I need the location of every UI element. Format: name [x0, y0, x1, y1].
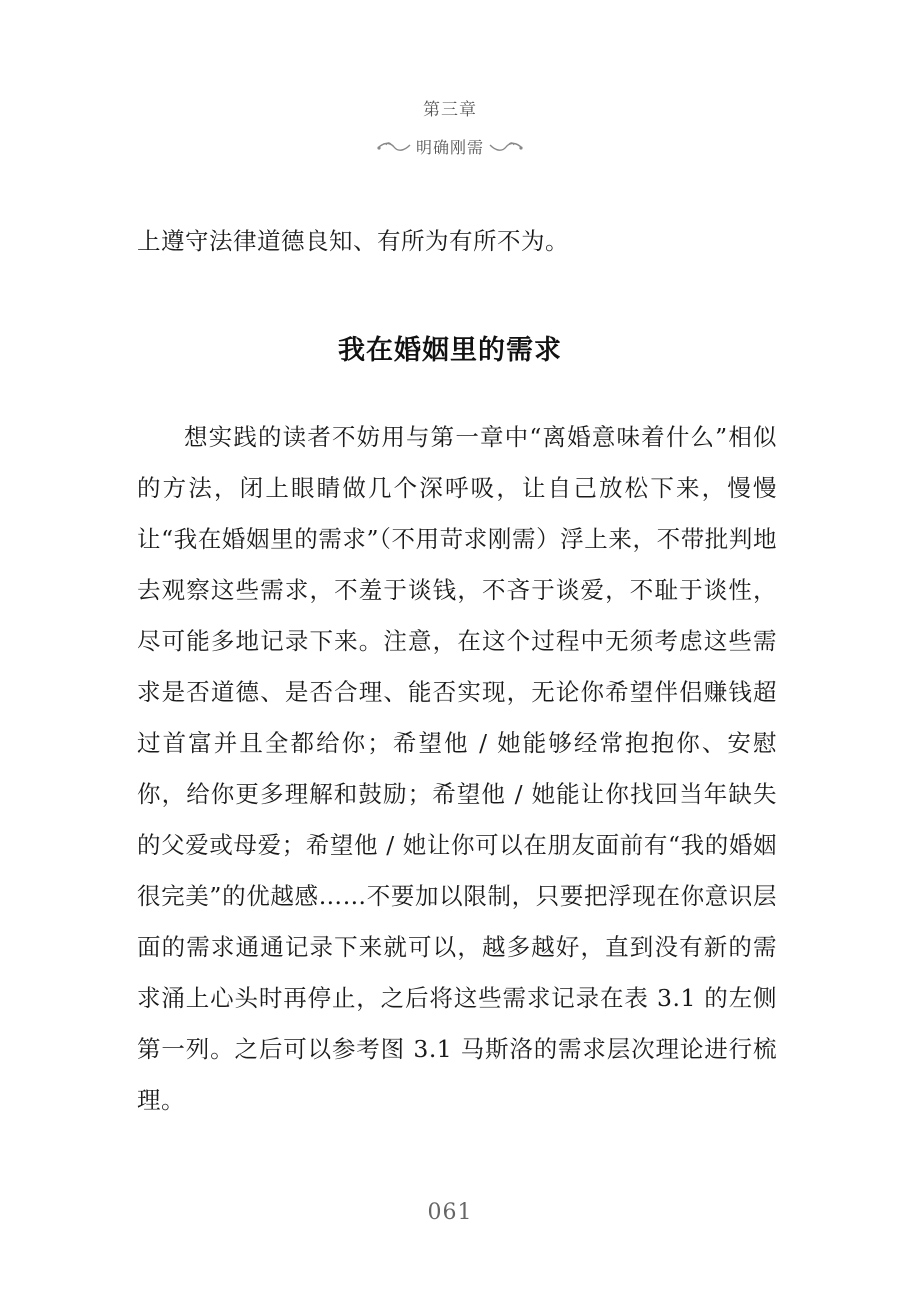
left-flourish-icon	[376, 139, 412, 153]
body-paragraph: 想实践的读者不妨用与第一章中“离婚意味着什么”相似的方法，闭上眼睛做几个深呼吸，让自己放松下来，慢慢让“我在婚姻里的需求”（不用苛求刚需）浮上来，不带批判地去观察这些需求，不羞于谈钱，不吝于谈爱，不耻于谈性，尽可能多地记录下来。注意，在这个过程中无须考虑这些需求是否道德、是否合理、能否实现，无论你希望伴侣赚钱超过首富并且全都给你；希望他 / 她能够经常抱抱你、安慰你，给你更多理解和鼓励；希望他 / 她能让你找回当年缺失的父爱或母爱；希望他 / 她让你可以在朋友面前有“我的婚姻很完美”的优越感……不要加以限制，只要把浮现在你意识层面的需求通通记录下来就可以，越多越好，直到没有新的需求涌上心头时再停止，之后将这些需求记录在表 3.1 的左侧第一列。之后可以参考图 3.1 马斯洛的需求层次理论进行梳理。	[137, 423, 777, 1114]
section-heading: 我在婚姻里的需求	[338, 335, 562, 366]
carry-over-text: 上遵守法律道德良知、有所为有所不为。	[137, 227, 569, 255]
chapter-label: 第三章	[423, 100, 477, 120]
page-number: 061	[427, 1200, 473, 1225]
right-flourish-icon	[488, 139, 524, 153]
running-header	[0, 98, 900, 160]
chapter-title: 明确刚需	[415, 137, 484, 157]
chapter-title-row	[0, 132, 900, 160]
